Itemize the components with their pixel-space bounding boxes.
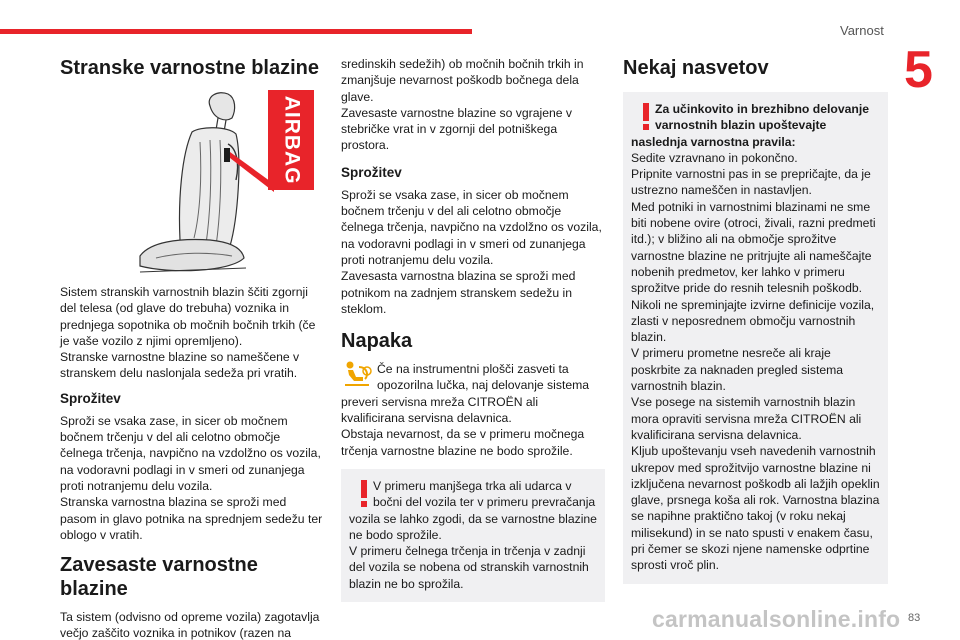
column-advice [623,56,888,584]
warning-text: vozila se lahko zgodi, da se varnostne blazine ne bodo sprožile. V primeru čelnega trčenja in trčenja v zadnji del vozila se nobena od stranskih varnostnih blazin ne bo sprožila. [349,511,597,591]
curtain-airbags-intro: Ta sistem (odvisno od opreme vozila) zagotavlja večjo zaščito voznika in potnikov (razen na [60,610,320,640]
column-curtain-airbags [341,56,605,602]
seat-airbag-figure [60,88,324,274]
subheading-deployment-curtain: Sprožitev [341,164,402,180]
column-side-airbags [60,56,324,640]
page-number: 83 [908,612,921,624]
section-title-curtain-airbags: Zavesaste varnostne blazine [60,554,258,601]
fault-text: preveri servisna mreža CITROËN ali kvalificirana servisna delavnica. Obstaja nevarnost, da se v primeru močnega trčenja varnostne blazine ne bodo sprožile. [341,394,585,458]
section-title-side-airbags: Stranske varnostne blazine [60,57,319,79]
warning-box-advice [623,92,888,584]
curtain-airbags-deployment-text: Sproži se vsaka zase, in sicer ob močnem bočnem trčenju v del ali celotno območje čelnega trčenja, navpično na vzdolžno os vozila, na vodoravni podlagi in v smeri od zunanjega proti notranjemu delu vozila. Zavesasta varnostna blazina se sproži med potnikom na zadnjem stranskem sedežu in steklom. [341,187,602,316]
side-airbags-deployment-text: Sproži se vsaka zase, in sicer ob močnem bočnem trčenju v del ali celotno območje čelnega trčenja, navpično na vzdolžno os vozila, na vodoravni podlagi in v smeri od zunanjega proti notranjemu delu vozila. Stranska varnostna blazina se sproži med pasom in glavo potnika na sprednjem sedežu ter oblogo v vratih. [60,413,323,542]
fault-lead-text: Če na instrumentni plošči zasveti ta opozorilna lučka, naj delovanje sistema [377,362,590,393]
advice-lead-rest: naslednja varnostna pravila: [631,134,796,149]
warning-exclamation-icon [639,101,653,131]
header-accent-bar [0,29,472,34]
subheading-deployment: Sprožitev [60,390,121,406]
section-title-fault: Napaka [341,330,413,353]
watermark: carmanualsonline.info [652,606,901,632]
section-title-advice: Nekaj nasvetov [623,57,769,79]
airbag-label: AIRBAG [280,95,304,185]
warning-lead-text: V primeru manjšega trka ali udarca v bočni del vozila ter v primeru prevračanja [373,478,596,510]
advice-lead-text: Za učinkovito in brezhibno delovanje varnostnih blazin upoštevajte [655,102,869,133]
chapter-number: 5 [904,41,933,99]
section-name: Varnost [840,23,884,38]
curtain-airbags-intro-cont: sredinskih sedežih) ob močnih bočnih trkih in zmanjšuje nevarnost poškodb bočnega dela glave. Zavesaste varnostne blazine so vgrajene v stebričke vrat in v zgornji del potniškega prostora. [341,57,584,153]
airbag-label-tag [268,90,314,190]
airbag-warning-light-icon [341,359,373,389]
warning-box-no-deploy [341,469,605,602]
fault-note [341,361,605,459]
side-airbags-intro: Sistem stranskih varnostnih blazin ščiti zgornji del telesa (od glave do trebuha) voznika in prednjega sopotnika ob močnih bočnih trkih (če je vaše vozilo z njimi opremljeno). Stranske varnostne blazine so nameščene v stranskem delu naslonjala sedeža pri vratih. [60,285,316,381]
warning-exclamation-icon [357,478,371,508]
advice-text: Sedite vzravnano in pokončno. Pripnite varnostni pas in se prepričajte, da je ustrezno nameščen in nastavljen. Med potniki in varnostnimi blazinami ne sme biti nobene ovire (otroci, živali, razni predmeti itd.); v bližino ali na območje sprožitve varnostne blazine ne pritrjujte ali nameščajte nobenih predmetov, ker lahko v primeru sprožitve pride do resnih telesnih poškodb. Nikoli ne spreminjajte izvirne definicije vozila, zlasti v neposrednem območju varnostnih blazin. V primeru prometne nesreče ali kraje poskrbite za naknaden pregled sistema varnostnih blazin. Vse posege na sistemih varnostnih blazin mora opraviti servisna mreža CITROËN ali kvalificirana servisna delavnica. Kljub upoštevanju vseh navedenih varnostnih ukrepov med sprožitvijo varnostne blazine ni izključena nevarnost poškodb ali lažjih opeklin glave, prsnega koša ali rok. Varnostna blazina se napihne praktično takoj (v roku nekaj milisekund) in se nato spusti v enakem času, pri čemer se skozi njene namenske odprtine sprosti vroč plin. [631,150,880,573]
